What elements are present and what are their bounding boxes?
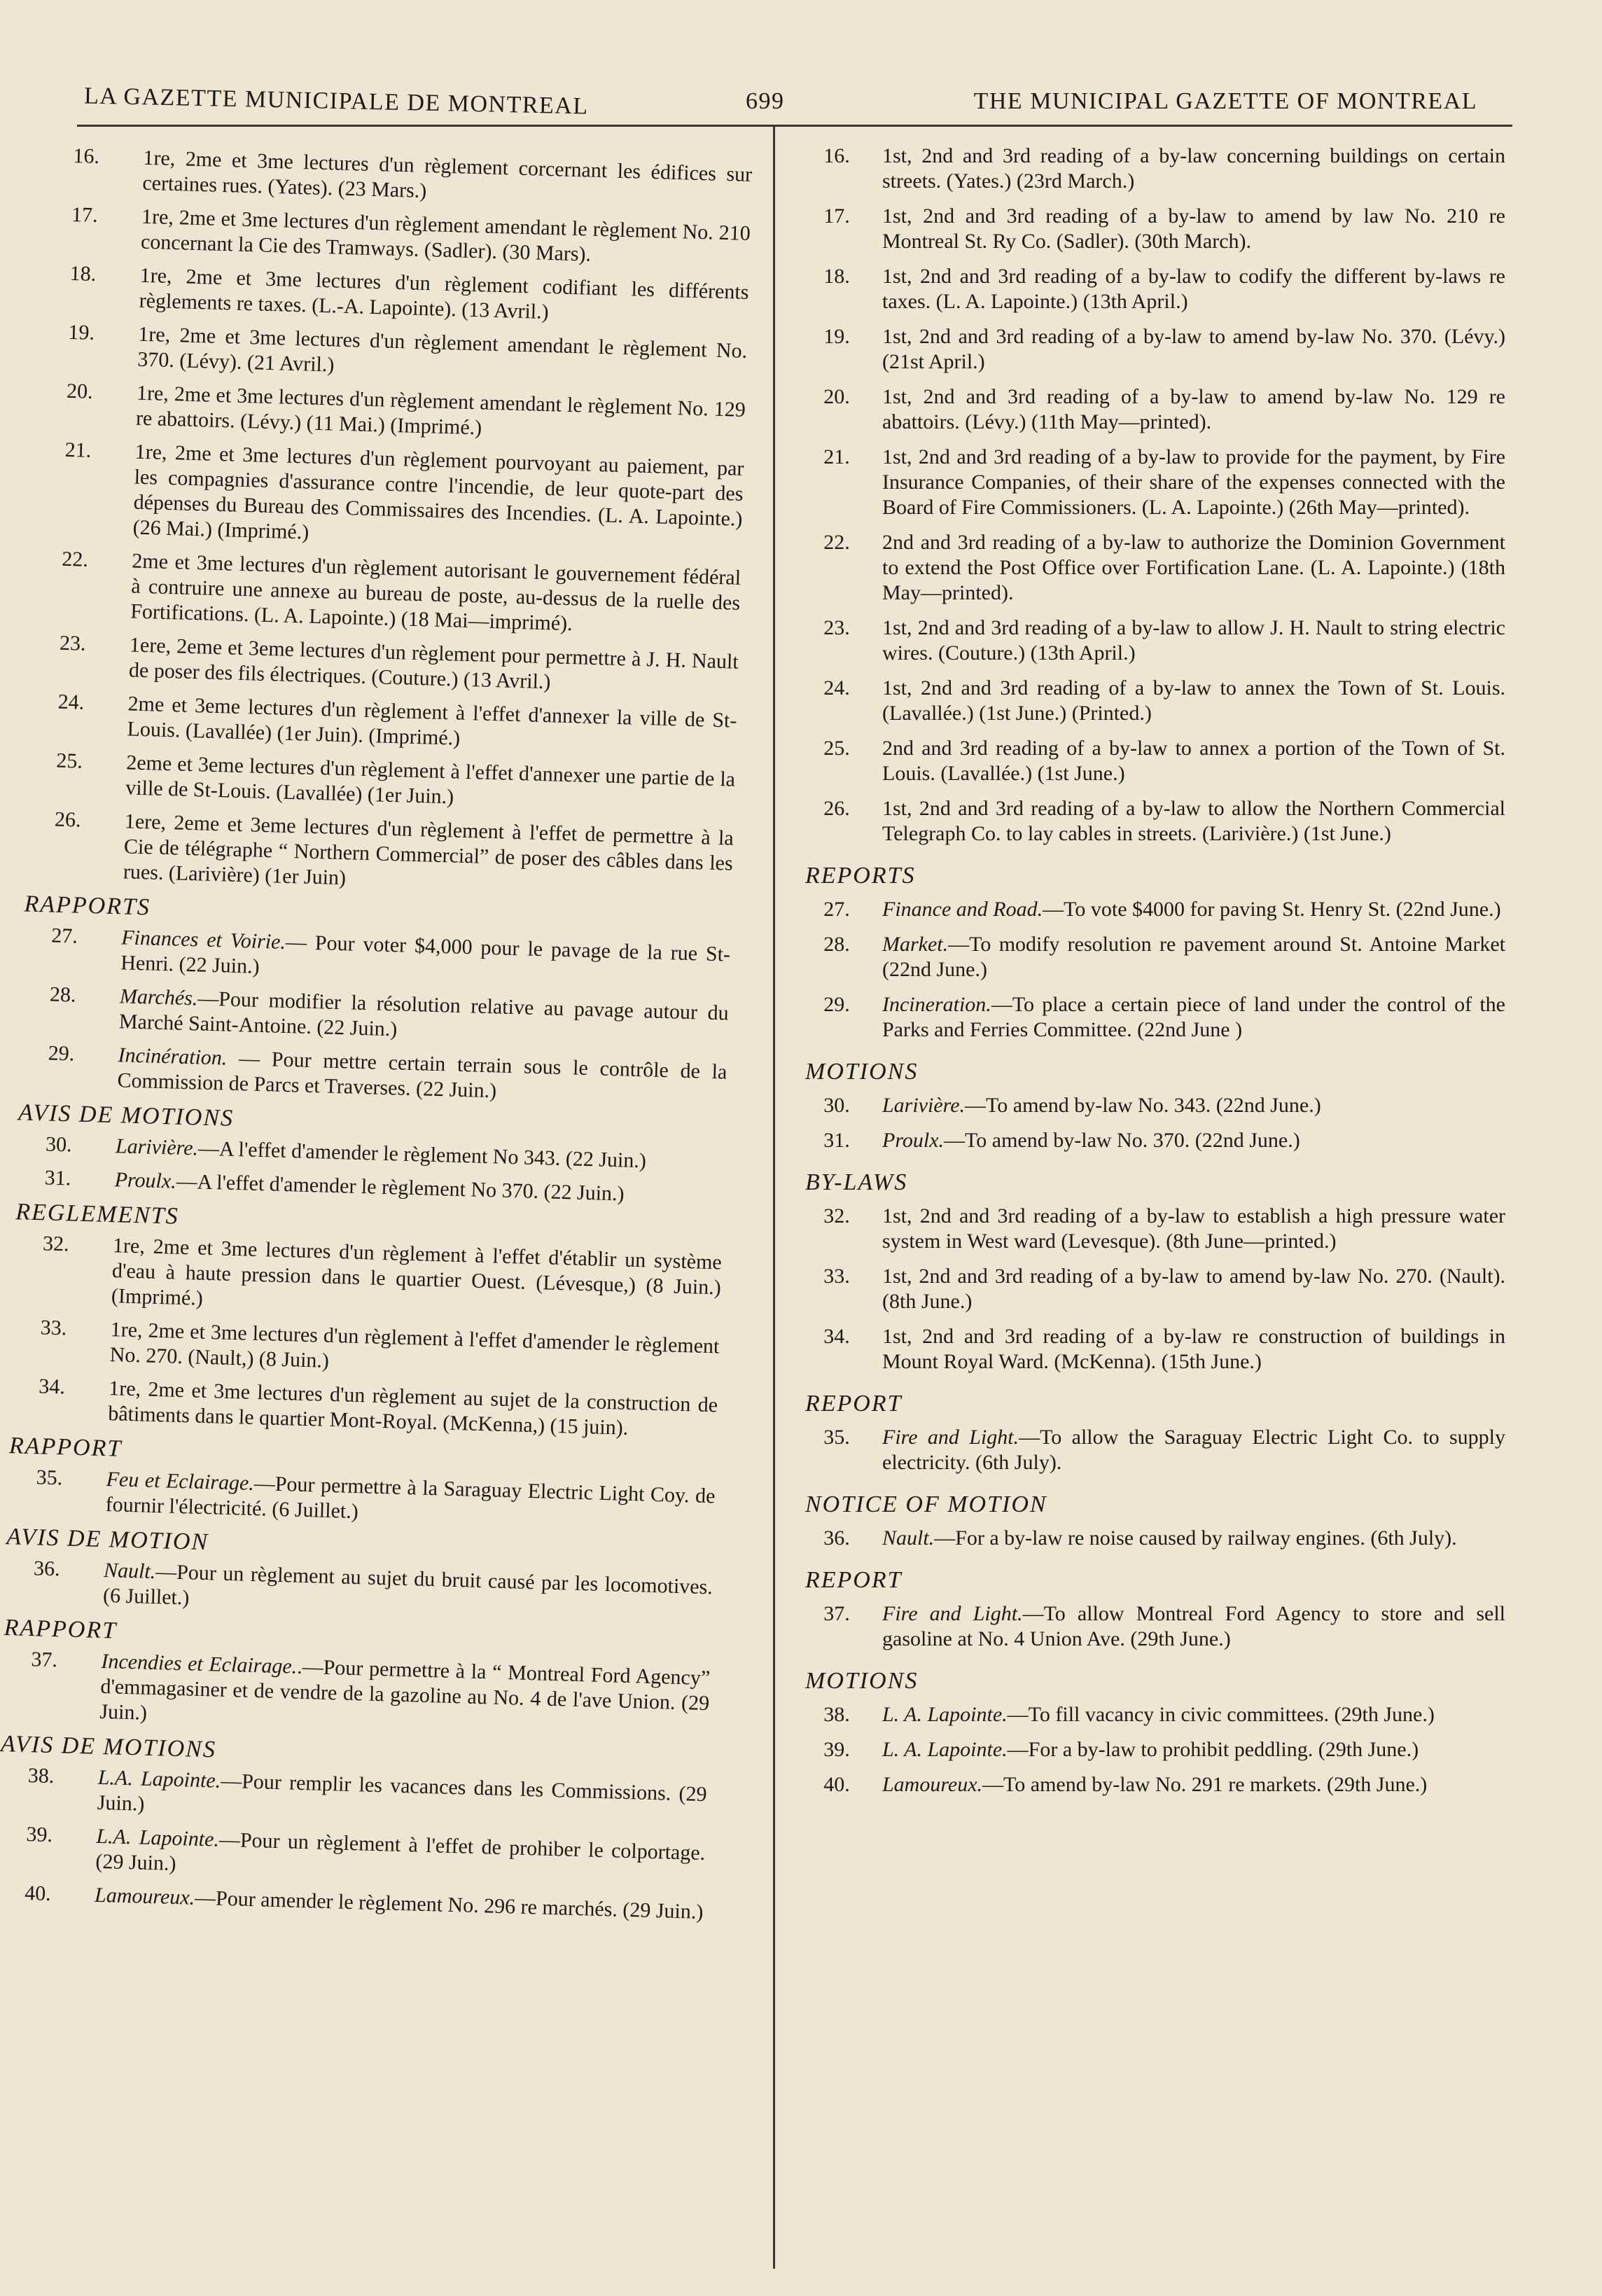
agenda-item — [805, 1128, 1505, 1153]
item-lead: Fire and Light. — [882, 1426, 1019, 1449]
agenda-item — [41, 1231, 723, 1326]
item-number: 33. — [40, 1316, 67, 1340]
item-number: 27. — [50, 924, 78, 948]
item-number: 39. — [823, 1738, 850, 1761]
item-text: 2nd and 3rd reading of a by-law to authorize the Dominion Government to extend the Post Office over Fortification Lane. (L. A. Lapointe.) (18th May—printed). — [882, 531, 1505, 604]
item-text: 1st, 2nd and 3rd reading of a by-law to amend by law No. 210 re Montreal St. Ry Co. (Sadler). (30th March). — [882, 204, 1505, 253]
agenda-item — [38, 1374, 718, 1443]
item-lead: Incineration. — [882, 993, 991, 1016]
agenda-item — [805, 736, 1505, 786]
item-number: 38. — [823, 1703, 850, 1726]
item-number: 34. — [823, 1325, 850, 1348]
item-number: 22. — [823, 531, 850, 554]
item-lead: L. A. Lapointe. — [882, 1738, 1008, 1761]
item-lead: Market. — [882, 933, 949, 956]
item-number: 38. — [27, 1764, 55, 1788]
item-lead: Fire and Light. — [882, 1602, 1023, 1625]
item-number: 29. — [48, 1041, 75, 1066]
item-lead: Marchés. — [119, 985, 198, 1010]
section-heading: AVIS DE MOTION — [6, 1524, 209, 1556]
agenda-item — [805, 204, 1505, 254]
column-divider — [773, 126, 775, 2269]
agenda-item — [805, 1601, 1505, 1652]
section-heading: REPORT — [805, 1567, 903, 1593]
section-heading: AVIS DE MOTIONS — [18, 1099, 235, 1132]
item-text: 1ere, 2eme et 3eme lectures d'un règlement pour permettre à J. H. Nault de poser des fils électriques. (Couture.) (13 Avril.) — [128, 633, 739, 694]
item-number: 16. — [823, 144, 850, 167]
item-text: —Pour modifier la résolution relative au pavage autour du Marché Saint-Antoine. (22 Juin.) — [118, 987, 730, 1041]
agenda-item — [39, 1315, 720, 1384]
item-number: 30. — [45, 1132, 73, 1157]
agenda-item — [57, 690, 737, 759]
item-number: 28. — [823, 933, 850, 956]
item-lead: Feu et Eclairage. — [106, 1468, 255, 1495]
agenda-item — [805, 897, 1505, 922]
item-number: 33. — [823, 1265, 850, 1288]
item-number: 40. — [823, 1773, 850, 1796]
item-text: 1re, 2me et 3me lectures d'un règlement corcernant les édifices sur certaines rues. (Yates). (23 Mars.) — [142, 146, 753, 203]
section-heading: REPORT — [805, 1391, 903, 1417]
item-lead: Finance and Road. — [882, 898, 1043, 921]
french-column — [0, 144, 753, 1933]
agenda-item — [60, 547, 741, 641]
header-english-title: THE MUNICIPAL GAZETTE OF MONTREAL — [973, 88, 1477, 114]
item-number: 37. — [823, 1602, 850, 1625]
item-text: 1st, 2nd and 3rd reading of a by-law to amend by-law No. 270. (Nault). (8th June.) — [882, 1265, 1505, 1313]
page-header — [77, 77, 1477, 126]
item-number: 28. — [49, 982, 77, 1007]
item-text: 1re, 2me et 3me lectures d'un règlement amendant le règlement No. 370. (Lévy). (21 Avril.) — [137, 322, 748, 377]
item-lead: Incendies et Eclairage. — [101, 1649, 298, 1678]
item-number: 20. — [66, 379, 94, 403]
item-number: 35. — [823, 1426, 850, 1449]
agenda-item — [55, 749, 736, 818]
item-number: 25. — [55, 749, 83, 773]
item-text: 1st, 2nd and 3rd reading of a by-law to amend by-law No. 129 re abattoirs. (Lévy.) (11th May—printed). — [882, 385, 1505, 433]
agenda-item — [67, 320, 748, 389]
item-text: 1re, 2me et 3me lectures d'un règlement codifiant les différents règlements re taxes. (L.-A. Lapointe). (13 Avril.) — [139, 263, 749, 324]
item-text: —Pour remplir les vacances dans les Commissions. (29 Juin.) — [97, 1769, 707, 1816]
item-text: .—Pour permettre à la “ Montreal Ford Agency” d'emmagasiner et de vendre de la gazoline au No. 4 de l'ave Union. (29 Juin.) — [99, 1655, 711, 1725]
item-text: 1re, 2me et 3me lectures d'un règlement au sujet de la construction de bâtiments dans le quartier Mont-Royal. (McKenna,) (15 juin). — [107, 1377, 718, 1440]
agenda-item — [805, 1772, 1505, 1797]
item-number: 21. — [64, 438, 92, 462]
agenda-item — [59, 631, 739, 700]
item-text: 1st, 2nd and 3rd reading of a by-law to codify the different by-laws re taxes. (L. A. Lapointe.) (13th April.) — [882, 265, 1505, 313]
item-number: 26. — [54, 807, 81, 832]
item-number: 34. — [38, 1375, 66, 1399]
agenda-item — [805, 1702, 1505, 1727]
agenda-item — [805, 144, 1505, 194]
agenda-item — [805, 1737, 1505, 1762]
agenda-item — [29, 1647, 711, 1741]
section-heading: AVIS DE MOTIONS — [0, 1730, 217, 1763]
item-text: —To fill vacancy in civic committees. (29th June.) — [1007, 1703, 1435, 1726]
item-text: 1st, 2nd and 3rd reading of a by-law concerning buildings on certain streets. (Yates.) (23rd March.) — [882, 144, 1505, 193]
agenda-item — [805, 615, 1505, 666]
agenda-item — [805, 264, 1505, 314]
agenda-item — [805, 384, 1505, 435]
section-heading: BY-LAWS — [805, 1169, 908, 1195]
item-text: —For a by-law to prohibit peddling. (29th June.) — [1007, 1738, 1419, 1761]
item-lead: Incinération. — [118, 1043, 228, 1070]
agenda-item — [805, 676, 1505, 726]
item-text: 1st, 2nd and 3rd reading of a by-law to annex the Town of St. Louis. (Lavallée.) (1st June.) (Printed.) — [882, 676, 1505, 725]
item-text: —To place a certain piece of land under the control of the Parks and Ferries Committee. (22nd June ) — [882, 993, 1505, 1041]
item-lead: Lamoureux. — [94, 1883, 195, 1909]
item-number: 23. — [59, 631, 87, 655]
item-number: 32. — [42, 1232, 70, 1256]
agenda-item — [805, 1324, 1505, 1375]
agenda-item — [47, 1041, 727, 1111]
section-heading: RAPPORTS — [24, 891, 151, 921]
item-text: 1st, 2nd and 3rd reading of a by-law to provide for the payment, by Fire Insurance Companies, of their share of the expenses connected with the Board of Fire Commissioners. (L. A. Lapointe.) (26th May—printed). — [882, 445, 1505, 519]
agenda-item — [805, 530, 1505, 606]
item-number: 32. — [823, 1204, 850, 1227]
agenda-item — [805, 1093, 1505, 1118]
agenda-item — [25, 1822, 706, 1891]
item-text: —Pour amender le règlement No. 296 re marchés. (29 Juin.) — [194, 1886, 704, 1924]
item-number: 39. — [26, 1823, 53, 1847]
item-number: 35. — [36, 1466, 63, 1490]
item-number: 24. — [57, 690, 85, 714]
item-number: 40. — [24, 1881, 52, 1906]
item-text: 1re, 2me et 3me lectures d'un règlement amendant le règlement No. 129 re abattoirs. (Lévy.) (11 Mai.) (Imprimé.) — [135, 381, 746, 440]
section-heading: MOTIONS — [805, 1668, 919, 1694]
item-number: 20. — [823, 385, 850, 408]
agenda-item — [49, 982, 730, 1052]
item-number: 18. — [823, 265, 850, 288]
item-number: 16. — [73, 144, 100, 169]
section-heading: RAPPORT — [8, 1433, 123, 1462]
item-text: 2me et 3me lectures d'un règlement autorisant le gouvernement fédéral à contruire une annexe au bureau de poste, au-dessus de la ruelle des Fortifications. (L. A. Lapointe.) (18 Mai—imprimé). — [130, 549, 741, 636]
item-text: 1ere, 2eme et 3eme lectures d'un règlement à l'effet de permettre à la Cie de télégraphe “ Northern Commercial” de poser des câbles dans les rues. (Larivière) (1er Juin) — [123, 809, 734, 890]
item-text: — Pour mettre certain terrain sous le contrôle de la Commission de Parcs et Traverses. (22 Juin.) — [117, 1046, 727, 1103]
item-number: 17. — [823, 204, 850, 228]
agenda-item — [805, 1204, 1505, 1254]
item-number: 19. — [823, 325, 850, 348]
item-text: 1re, 2me et 3me lectures d'un règlement à l'effet d'établir un système d'eau à haute pression dans le quartier Ouest. (Lévesque,) (8 Juin.) (Imprimé.) — [111, 1234, 723, 1310]
agenda-item — [62, 438, 744, 557]
item-number: 37. — [31, 1648, 58, 1672]
page-number: 699 — [746, 88, 785, 114]
item-number: 18. — [69, 261, 97, 286]
item-lead: Nault. — [882, 1526, 935, 1550]
agenda-item — [805, 324, 1505, 375]
item-text: —To amend by-law No. 370. (22nd June.) — [944, 1129, 1300, 1152]
agenda-item — [53, 807, 734, 902]
agenda-item — [805, 992, 1505, 1043]
item-text: —To allow the Saraguay Electric Light Co. to supply electricity. (6th July). — [882, 1426, 1505, 1474]
item-number: 24. — [823, 676, 850, 700]
item-lead: Larivière. — [882, 1094, 966, 1117]
item-number: 36. — [33, 1557, 61, 1581]
item-text: — Pour voter $4,000 pour le pavage de la rue St-Henri. (22 Juin.) — [120, 930, 731, 978]
item-lead: L. A. Lapointe. — [882, 1703, 1008, 1726]
item-text: —A l'effet d'amender le règlement No 343. (22 Juin.) — [197, 1136, 647, 1173]
item-text: 2nd and 3rd reading of a by-law to annex a portion of the Town of St. Louis. (Lavallée.) (1st June.) — [882, 737, 1505, 785]
item-text: 1re, 2me et 3me lectures d'un règlement amendant le règlement No. 210 concernant la Cie des Tramways. (Sadler). (30 Mars). — [140, 204, 751, 266]
item-number: 30. — [823, 1094, 850, 1117]
item-number: 21. — [823, 445, 850, 468]
item-number: 26. — [823, 797, 850, 820]
agenda-item — [805, 445, 1505, 520]
item-text: —To vote $4000 for paving St. Henry St. (22nd June.) — [1043, 898, 1501, 921]
item-number: 25. — [823, 737, 850, 760]
item-number: 31. — [44, 1166, 71, 1190]
agenda-item — [805, 1526, 1505, 1551]
header-french-title: LA GAZETTE MUNICIPALE DE MONTREAL — [83, 83, 589, 120]
section-heading: NOTICE OF MOTION — [805, 1491, 1047, 1517]
agenda-item — [69, 261, 749, 331]
item-text: 1st, 2nd and 3rd reading of a by-law re construction of buildings in Mount Royal Ward. (McKenna). (15th June.) — [882, 1325, 1505, 1373]
item-lead: Lamoureux. — [882, 1773, 983, 1796]
item-text: 1st, 2nd and 3rd reading of a by-law to amend by-law No. 370. (Lévy.) (21st April.) — [882, 325, 1505, 373]
item-number: 29. — [823, 993, 850, 1016]
item-text: 1re, 2me et 3me lectures d'un règlement à l'effet d'amender le règlement No. 270. (Nault,) (8 Juin.) — [109, 1318, 720, 1372]
agenda-item — [72, 144, 753, 213]
item-text: 2eme et 3eme lectures d'un règlement à l'effet d'annexer une partie de la ville de St-Louis. (Lavallée) (1er Juin.) — [125, 751, 736, 809]
item-lead: Nault. — [103, 1559, 156, 1584]
item-text: 1st, 2nd and 3rd reading of a by-law to allow J. H. Nault to string electric wires. (Couture.) (13th April.) — [882, 616, 1505, 665]
section-heading: REGLEMENTS — [15, 1199, 180, 1230]
item-lead: Larivière. — [115, 1134, 199, 1160]
item-number: 19. — [68, 320, 95, 345]
item-number: 31. — [823, 1129, 850, 1152]
item-number: 22. — [61, 547, 89, 571]
item-text: —Pour un règlement à l'effet de prohiber le colportage. (29 Juin.) — [95, 1828, 706, 1876]
english-column — [805, 144, 1505, 1807]
item-text: —A l'effet d'amender le règlement No 370. (22 Juin.) — [176, 1169, 625, 1206]
agenda-item — [66, 379, 746, 448]
agenda-item — [805, 1425, 1505, 1475]
item-text: —To amend by-law No. 291 re markets. (29th June.) — [982, 1773, 1428, 1796]
item-text: 2me et 3eme lectures d'un règlement à l'effet d'annexer la ville de St-Louis. (Lavallée) (1er Juin). (Imprimé.) — [127, 692, 737, 750]
item-number: 27. — [823, 898, 850, 921]
item-number: 36. — [823, 1526, 850, 1550]
item-number: 17. — [71, 202, 99, 228]
item-text: —To amend by-law No. 343. (22nd June.) — [965, 1094, 1321, 1117]
section-heading: MOTIONS — [805, 1059, 919, 1085]
section-heading: REPORTS — [805, 863, 916, 889]
item-text: —For a by-law re noise caused by railway engines. (6th July). — [934, 1526, 1457, 1550]
item-number: 23. — [823, 616, 850, 639]
item-text: —To allow Montreal Ford Agency to store and sell gasoline at No. 4 Union Ave. (29th June.) — [882, 1602, 1505, 1650]
header-rule — [77, 125, 1512, 127]
item-text: —To modify resolution re pavement around St. Antoine Market (22nd June.) — [882, 933, 1505, 981]
item-lead: L.A. Lapointe. — [96, 1824, 220, 1851]
item-lead: Proulx. — [114, 1168, 177, 1193]
agenda-item — [805, 1264, 1505, 1314]
item-lead: Proulx. — [882, 1129, 945, 1152]
item-text: 1st, 2nd and 3rd reading of a by-law to allow the Northern Commercial Telegraph Co. to lay cables in streets. (Larivière.) (1st June.) — [882, 797, 1505, 845]
item-lead: L.A. Lapointe. — [97, 1765, 221, 1793]
item-text: —Pour permettre à la Saraguay Electric Light Coy. de fournir l'électricité. (6 Juillet.) — [105, 1471, 716, 1524]
agenda-item — [805, 796, 1505, 847]
item-text: —Pour un règlement au sujet du bruit causé par les locomotives. (6 Juillet.) — [102, 1560, 713, 1610]
item-text: 1st, 2nd and 3rd reading of a by-law to establish a high pressure water system in West ward (Levesque). (8th June—printed.) — [882, 1204, 1505, 1253]
agenda-item — [805, 932, 1505, 982]
agenda-item — [71, 202, 751, 272]
section-heading: RAPPORT — [4, 1615, 118, 1644]
item-lead: Finances et Voirie. — [120, 926, 286, 954]
item-text: 1re, 2me et 3me lectures d'un règlement pourvoyant au paiement, par les compagnies d'assurance contre l'incendie, de leur quote-part des dépenses du Bureau des Commissaires des Incendies. (L. A. Lapointe.) (26 Mai.) (Imprimé.) — [132, 440, 744, 544]
